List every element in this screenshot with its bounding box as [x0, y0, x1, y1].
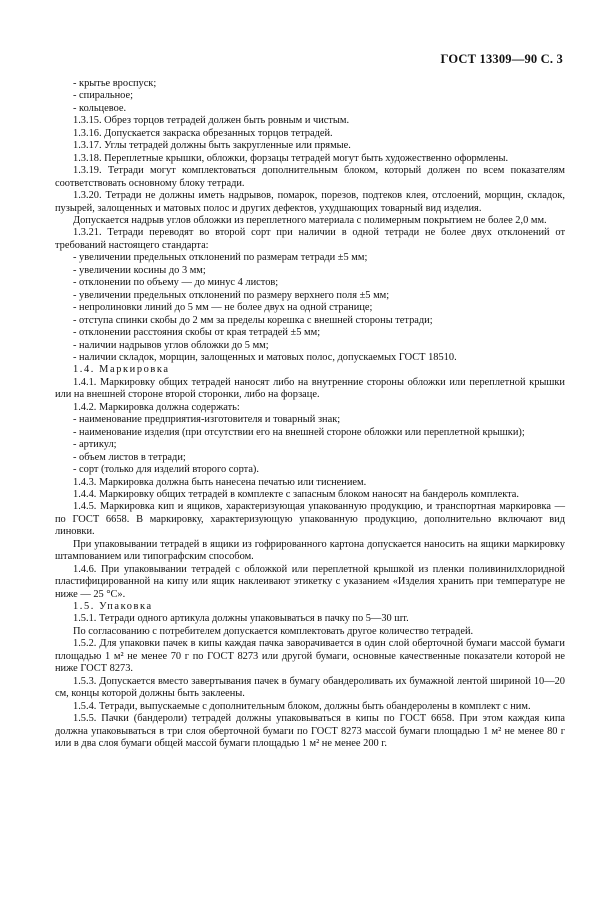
paragraph: По согласованию с потребителем допускается комплектовать другое количество тетрадей.	[73, 625, 474, 637]
list-item: - сорт (только для изделий второго сорта).	[73, 464, 259, 476]
list-item: - объем листов в тетради;	[73, 451, 186, 463]
clause-1-4-2: 1.4.2. Маркировка должна содержать:	[73, 401, 240, 413]
document-body	[55, 78, 565, 750]
list-item: - отклонении по объему — до минус 4 листов;	[73, 277, 279, 289]
list-item: - наименование предприятия-изготовителя и товарный знак;	[73, 414, 341, 426]
list-item: - крытье вроспуск;	[73, 78, 157, 89]
clause-1-5-2: 1.5.2. Для упаковки пачек в кипы каждая пачка заворачивается в один слой оберточной бумаги массой бумаги площадью 1 м² не менее 70 г по ГОСТ 8273 или другой бумаги, основные качественные показатели которой не ниже ГОСТ 8273.	[55, 638, 565, 675]
page-header: ГОСТ 13309—90 С. 3	[440, 52, 563, 66]
list-item: - артикул;	[73, 439, 117, 451]
list-item: - наименование изделия (при отсутствии его на внешней стороне обложки или переплетной крышки);	[73, 426, 525, 438]
clause-1-5-1: 1.5.1. Тетради одного артикула должны упаковываться в пачку по 5—30 шт.	[73, 613, 409, 625]
paragraph: Допускается надрыв углов обложки из переплетного материала с полимерным покрытием не более 2,0 мм.	[73, 214, 547, 226]
list-item: - кольцевое.	[73, 102, 127, 114]
list-item: - наличии надрывов углов обложки до 5 мм;	[73, 339, 269, 351]
list-item: - наличии складок, морщин, залощенных и матовых полос, допускаемых ГОСТ 18510.	[73, 351, 457, 363]
section-heading-packaging: 1.5. Упаковка	[73, 601, 153, 613]
list-item: - спиральное;	[73, 90, 133, 102]
clause-1-5-3: 1.5.3. Допускается вместо завертывания пачек в бумагу обандероливать их бумажной лентой шириной 10—20 см, концы которой должны быть заклеены.	[55, 675, 565, 700]
list-item: - увеличении косины до 3 мм;	[73, 264, 206, 276]
clause-1-3-21: 1.3.21. Тетради переводят во второй сорт при наличии в одной тетради не более двух отклонений от требований настоящего стандарта:	[55, 227, 565, 251]
list-item: - отступа спинки скобы до 2 мм за пределы корешка с внешней стороны тетради;	[73, 314, 433, 326]
clause-1-5-4: 1.5.4. Тетради, выпускаемые с дополнительным блоком, должны быть обандеролены в комплект с ним.	[73, 700, 531, 712]
list-item: - увеличении предельных отклонений по размеру верхнего поля ±5 мм;	[73, 289, 390, 301]
list-item: - непролиновки линий до 5 мм — не более двух на одной странице;	[73, 302, 373, 314]
paragraph: При упаковывании тетрадей в ящики из гофрированного картона допускается наносить на ящики маркировку штампованием или типографским способом.	[55, 538, 565, 563]
clause-1-3-15: 1.3.15. Обрез торцов тетрадей должен быть ровным и чистым.	[73, 115, 350, 127]
clause-1-3-20: 1.3.20. Тетради не должны иметь надрывов, помарок, порезов, подтеков клея, отслоений, морщин, складок, пузырей, залощенных и матовых полос и других дефектов, ухудшающих товарный вид изделия.	[55, 190, 565, 214]
clause-1-5-5: 1.5.5. Пачки (бандероли) тетрадей должны упаковываться в кипы по ГОСТ 6658. При этом каждая кипа должна упаковываться в три слоя оберточной бумаги по ГОСТ 8273 массой бумаги площадью 1 м² не менее 80 г или в два слоя бумаги общей массой бумаги площадью 1 м² не менее 200 г.	[55, 713, 565, 750]
clause-1-3-18: 1.3.18. Переплетные крышки, обложки, форзацы тетрадей могут быть художественно оформлены.	[73, 152, 509, 164]
clause-1-4-5: 1.4.5. Маркировка кип и ящиков, характеризующая упакованную продукцию, и транспортная маркировка — по ГОСТ 6658. В маркировку, характеризующую упакованную продукцию, дополнительно включают вид линовки.	[55, 501, 565, 538]
section-heading-marking: 1.4. Маркировка	[73, 364, 170, 376]
clause-1-3-17: 1.3.17. Углы тетрадей должны быть закругленные или прямые.	[73, 140, 351, 152]
clause-1-3-19: 1.3.19. Тетради могут комплектоваться дополнительным блоком, который должен по всем показателям соответствовать основному блоку тетради.	[55, 165, 565, 189]
clause-1-4-4: 1.4.4. Маркировку общих тетрадей в комплекте с запасным блоком наносят на бандероль комплекта.	[73, 488, 520, 500]
clause-1-4-6: 1.4.6. При упаковывании тетрадей с обложкой или переплетной крышкой из пленки поливинилхлоридной пластифицированной на кипу или ящик наклеивают этикетку с указанием «Изделия хранить при температуре не ниже — 25 °С».	[55, 563, 565, 600]
clause-1-4-3: 1.4.3. Маркировка должна быть нанесена печатью или тиснением.	[73, 476, 367, 488]
clause-1-3-16: 1.3.16. Допускается закраска обрезанных торцов тетрадей.	[73, 127, 333, 139]
list-item: - отклонении расстояния скобы от края тетрадей ±5 мм;	[73, 327, 321, 339]
clause-1-4-1: 1.4.1. Маркировку общих тетрадей наносят либо на внутренние стороны обложки или переплетной крышки или на внешней стороне второй сторонки, либо на форзаце.	[55, 376, 565, 401]
list-item: - увеличении предельных отклонений по размерам тетради ±5 мм;	[73, 252, 368, 264]
